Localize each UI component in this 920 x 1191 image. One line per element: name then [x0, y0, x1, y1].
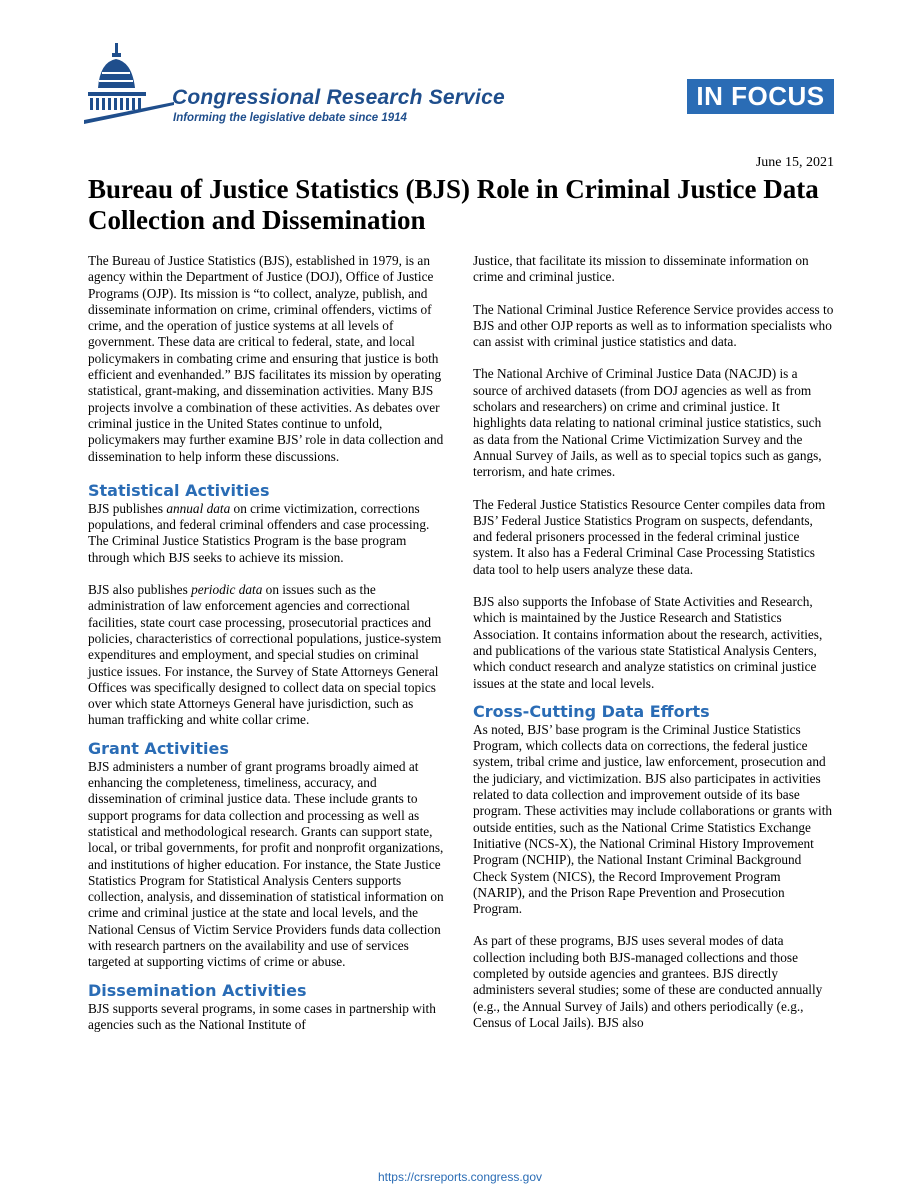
periodic-data-emphasis: periodic data	[191, 582, 263, 598]
right-paragraph-4: The Federal Justice Statistics Resource Center compiles data from BJS’ Federal Justice Statistics Program on suspects, defendants, and federal prisoners processed in the federal criminal justice system. It also has a Federal Criminal Case Processing Statistics data tool to help users analyze these data.	[473, 496, 826, 577]
annual-data-emphasis: annual data	[166, 500, 231, 516]
capitol-dome-icon	[84, 42, 174, 132]
statistical-paragraph-2: BJS also publishes periodic data on issues such as the administration of law enforcement agencies and correctional facilities, state court case processing, prosecutorial practices and policies, characteristics of correctional populations, justice-system expenditures and employment, and special studies on criminal justice issues. For instance, the Survey of State Attorneys General Offices was specifically designed to collect data on special topics over which state Attorneys General have jurisdiction, such as human trafficking and white collar crime.	[88, 582, 442, 728]
right-paragraph-5: BJS also supports the Infobase of State Activities and Research, which is maintained by the Justice Research and Statistics Association. It contains information about the research, activities, and publications of the various state Statistical Analysis Centers, which conduct research and analyze statistics on criminal justice issues at the state and local levels.	[473, 594, 823, 691]
grant-paragraph: BJS administers a number of grant programs broadly aimed at enhancing the completeness, timeliness, accuracy, and dissemination of criminal justice data. These include grants to support programs for data collection and processing as well as statistical and methodological research. Grants can support state, local, or tribal governments, for profit and nonprofit organizations, and institutions of higher education. For instance, the State Justice Statistics Program for Statistical Analysis Centers supports collection, analysis, and dissemination of statistical information on crime and criminal justice at the state and local levels, and the National Census of Victim Service Providers funds data collection with research partners on the availability and use of services targeted at supporting victims of crime or abuse.	[88, 758, 444, 970]
org-tagline: Informing the legislative debate since 1914	[173, 112, 407, 124]
heading-statistical-activities: Statistical Activities	[88, 480, 270, 500]
right-paragraph-1: Justice, that facilitate its mission to disseminate information on crime and criminal justice.	[473, 253, 809, 285]
heading-grant-activities: Grant Activities	[88, 738, 229, 758]
statistical-paragraph-1: BJS publishes annual data on crime victimization, corrections populations, and federal criminal offenders and case processing. The Criminal Justice Statistics Program is the base program through which BJS seeks to achieve its mission.	[88, 500, 430, 565]
in-focus-badge: IN FOCUS	[687, 79, 834, 114]
right-paragraph-2: The National Criminal Justice Reference Service provides access to BJS and other OJP reports as well as to information specialists who can assist with criminal justice statistics and data.	[473, 301, 834, 350]
right-column	[473, 253, 835, 1031]
publication-date: June 15, 2021	[755, 155, 834, 170]
right-paragraph-3: The National Archive of Criminal Justice Data (NACJD) is a source of archived datasets (from DOJ agencies as well as from scholars and researchers) on crime and criminal justice. It highlights data relating to national criminal justice statistics, such as data from the National Crime Victimization Survey and the Annual Survey of Jails, as well as to special topics such as gangs, terrorism, and hate crimes.	[473, 366, 822, 480]
heading-cross-cutting: Cross-Cutting Data Efforts	[473, 701, 710, 721]
intro-paragraph: The Bureau of Justice Statistics (BJS), established in 1979, is an agency within the Department of Justice (DOJ), Office of Justice Programs (OJP). Its mission is “to collect, analyze, publish, and disseminate information on crime, criminal offenders, victims of crime, and the operation of justice systems at all levels of government. These data are critical to federal, state, and local policymakers in combating crime and ensuring that justice is both efficient and evenhanded.” BJS facilitates its mission by operating statistical, grant-making, and dissemination activities. Many BJS projects involve a combination of these activities. As debates over criminal justice in the United States continue to unfold, policymakers may further examine BJS’ role in data collection and dissemination to help inform these discussions.	[88, 253, 444, 464]
cross-cutting-paragraph-2: As part of these programs, BJS uses several modes of data collection including both BJS-managed collections and those completed by outside agencies and grantees. BJS directly administers several studies; some of these are conducted annually (e.g., the Annual Survey of Jails) and others periodically (e.g., Census of Local Jails). BJS also	[473, 933, 823, 1030]
left-column	[88, 253, 448, 1033]
org-name: Congressional Research Service	[172, 86, 505, 109]
page-title: Bureau of Justice Statistics (BJS) Role in Criminal Justice Data Collection and Dissemination	[88, 174, 819, 235]
footer-url[interactable]: https://crsreports.congress.gov	[377, 1170, 543, 1184]
dissemination-paragraph: BJS supports several programs, in some cases in partnership with agencies such as the National Institute of	[88, 1000, 436, 1032]
cross-cutting-paragraph-1: As noted, BJS’ base program is the Criminal Justice Statistics Program, which collects data on corrections, the federal justice system, tribal crime and justice, law enforcement, prosecution and the judiciary, and victimization. BJS also participates in activities related to data collection and improvement outside of its base program. These activities may include collaborations or grants with outside entities, such as the National Crime Statistics Exchange Initiative (NCS-X), the National Criminal History Improvement Program (NCHIP), the National Instant Criminal Background Check System (NICS), the Record Improvement Program (NARIP), and the Prison Rape Prevention and Prosecution Program.	[473, 721, 833, 917]
crs-logo	[84, 42, 504, 132]
heading-dissemination-activities: Dissemination Activities	[88, 980, 307, 1000]
